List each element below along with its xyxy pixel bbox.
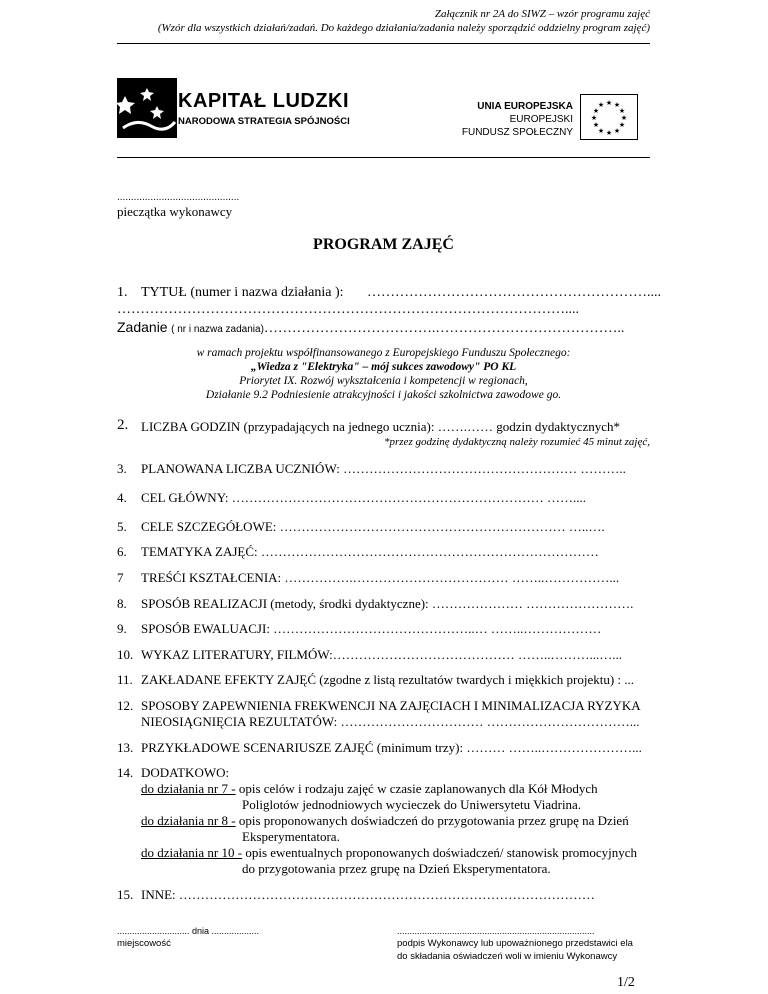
item-12-line-2: NIEOSIĄGNIĘCIA REZULTATÓW: …………………………… ……………………………... <box>141 714 640 729</box>
item-label: TYTUŁ (numer i nazwa działania ): <box>141 285 344 300</box>
project-line-3: Priorytet IX. Rozwój wykształcenia i kompetencji w regionach, <box>239 375 528 387</box>
page-title: PROGRAM ZAJĘĆ <box>313 236 454 253</box>
action-text: opis ewentualnych proponowanych doświadczeń/ stanowisk promocyjnych <box>242 845 638 860</box>
item-14-c <box>141 845 637 861</box>
item-label: SPOSÓB EWALUACJI: ………………………………………..… ……..……………… <box>141 621 602 636</box>
fill-dots: …………………………………………………….... <box>367 285 661 300</box>
svg-text:★: ★ <box>597 101 605 109</box>
svg-text:★: ★ <box>605 129 613 137</box>
item-label: TEMATYKA ZAJĘĆ: …………………………………………………………………… <box>141 544 599 559</box>
signature-label-2: do składania oświadczeń woli w imieniu Wykonawcy <box>397 951 618 962</box>
fill-dots: ……………………………….………………………………….. <box>263 321 625 336</box>
item-label: DODATKOWO: <box>141 765 230 780</box>
svg-text:★: ★ <box>592 121 600 129</box>
item-2-note: *przez godzinę dydaktyczną należy rozumieć 45 minut zajęć, <box>384 436 650 448</box>
item-number: 15. <box>117 887 134 902</box>
item-number: 9. <box>117 621 127 636</box>
item-label: PLANOWANA LICZBA UCZNIÓW: ……………………………………………… ……….. <box>141 461 626 476</box>
svg-text:★: ★ <box>620 114 628 122</box>
signature-dots: ............................................................................... <box>397 926 595 936</box>
logo-left-title: KAPITAŁ LUDZKI <box>178 90 350 112</box>
item-number: 5. <box>117 519 127 534</box>
item-14-b-line-2: Eksperymentatora. <box>242 829 340 844</box>
item-label: WYKAZ LITERATURY, FILMÓW:…………………………………… ……..………...…... <box>141 647 622 662</box>
item-label: SPOSOBY ZAPEWNIENIA FREKWENCJI NA ZAJĘCIACH I MINIMALIZACJA RYZYKA <box>141 698 641 713</box>
place-label: miejscowość <box>117 938 171 949</box>
project-line-2: „Wiedza z "Elektryka" – mój sukces zawodowy" PO KL <box>250 361 517 373</box>
item-number: 10. <box>117 647 134 662</box>
item-number: 8. <box>117 596 127 611</box>
item-label: SPOSÓB REALIZACJI (metody, środki dydaktyczne): ………………… ……………………. <box>141 596 634 611</box>
kapital-ludzki-logo <box>117 78 177 138</box>
item-14-a-line-2: Poliglotów jednodniowych wycieczek do Uniwersytetu Viadrina. <box>242 797 582 812</box>
item-label: TREŚĆI KSZTAŁCENIA: …………….……………………………… ……..……………... <box>141 570 620 585</box>
action-label: do działania nr 7 - <box>141 781 236 796</box>
svg-text:★: ★ <box>613 101 621 109</box>
action-label: do działania nr 8 - <box>141 813 236 828</box>
stamp-label: pieczątka wykonawcy <box>117 204 233 219</box>
svg-text:★: ★ <box>618 121 626 129</box>
svg-text:★: ★ <box>597 127 605 135</box>
item-number: 14. <box>117 765 134 780</box>
item-label: CELE SZCZEGÓŁOWE: ………………………………………………………… …..…. <box>141 519 605 534</box>
item-14-a <box>141 781 598 797</box>
item-label: CEL GŁÓWNY: ……………………………………………………………… …….... <box>141 490 587 505</box>
place-date-dots: ............................. dnia ................... <box>117 926 260 936</box>
action-text: opis celów i rodzaju zajęć w czasie zaplanowanych dla Kół Młodych <box>235 781 598 796</box>
svg-text:★: ★ <box>605 99 613 107</box>
logo-left-subtitle: NARODOWA STRATEGIA SPÓJNOŚCI <box>178 116 350 127</box>
item-label: PRZYKŁADOWE SCENARIUSZE ZAJĘĆ (minimum trzy): ……… ……..…………………... <box>141 740 642 755</box>
eu-flag-icon <box>580 94 638 140</box>
item-label: INNE: …………………………………………………………………………………… <box>141 887 595 902</box>
signature-label-1: podpis Wykonawcy lub upoważnionego przedstawici ela <box>397 938 633 949</box>
item-number: 3. <box>117 461 127 476</box>
page-number: 1/2 <box>617 975 635 990</box>
item-number: 11. <box>117 672 133 687</box>
project-line-4: Działanie 9.2 Podniesienie atrakcyjności i jakości szkolnictwa zawodowe go. <box>205 389 562 401</box>
stamp-dots: ............................................ <box>117 192 240 203</box>
zadanie-label: Zadanie <box>117 319 168 335</box>
item-1-dots-line: …………………………………………………………………………………….... <box>117 302 579 317</box>
item-number: 6. <box>117 544 127 559</box>
logo-right-line3: FUNDUSZ SPOŁECZNY <box>461 127 573 138</box>
item-label: LICZBA GODZIN (przypadających na jednego ucznia): …….…… godzin dydaktycznych* <box>141 419 621 434</box>
action-text: opis proponowanych doświadczeń do przygotowania przez grupę na Dzień <box>235 813 629 828</box>
item-number: 7 <box>117 570 124 585</box>
svg-text:★: ★ <box>613 127 621 135</box>
item-1-zadanie <box>117 319 624 338</box>
svg-text:★: ★ <box>592 107 600 115</box>
action-label: do działania nr 10 - <box>141 845 243 860</box>
zadanie-hint: ( nr i nazwa zadania) <box>171 324 264 335</box>
item-14-b <box>141 813 629 829</box>
svg-text:★: ★ <box>590 114 598 122</box>
item-number: 12. <box>117 698 134 713</box>
item-label: ZAKŁADANE EFEKTY ZAJĘĆ (zgodne z listą rezultatów twardych i miękkich projektu) : ... <box>141 672 635 687</box>
project-line-1: w ramach projektu współfinansowanego z Europejskiego Funduszu Społecznego: <box>196 347 571 359</box>
logo-right-line2: EUROPEJSKI <box>509 114 573 125</box>
logo-right-line1: UNIA EUROPEJSKA <box>477 101 573 112</box>
svg-text:★: ★ <box>618 107 626 115</box>
annex-title: Załącznik nr 2A do SIWZ – wzór programu zajęć <box>434 8 650 20</box>
annex-subtitle: (Wzór dla wszystkich działań/zadań. Do każdego działania/zadania należy sporządzić oddzielny program zajęć) <box>157 22 650 34</box>
item-number: 13. <box>117 740 134 755</box>
header-rule <box>117 43 650 44</box>
item-number: 2. <box>117 417 129 433</box>
logos-rule <box>117 157 650 158</box>
item-14-c-line-2: do przygotowania przez grupę na Dzień Eksperymentatora. <box>242 861 551 876</box>
item-number: 1. <box>117 285 128 300</box>
item-number: 4. <box>117 490 127 505</box>
